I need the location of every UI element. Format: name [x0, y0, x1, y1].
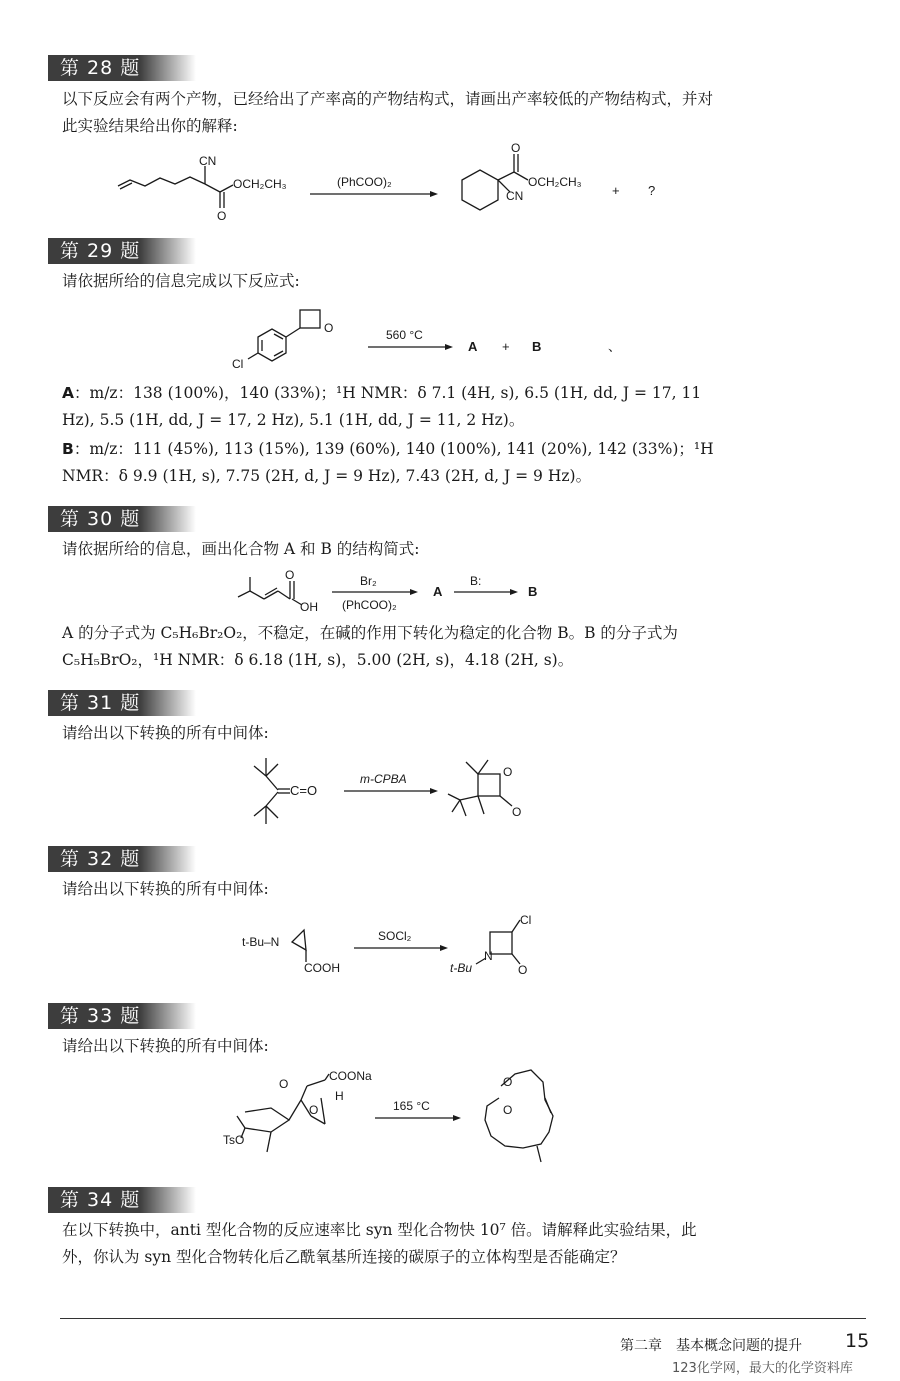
q30-base: B: — [470, 574, 482, 588]
q30-oh: OH — [300, 600, 318, 614]
q29-product-b: B — [532, 339, 542, 354]
question-30-label: 第 30 题 — [60, 508, 141, 530]
question-30-scheme — [230, 565, 560, 620]
q29-data-b-text: ：m/z：111 (45%), 113 (15%), 139 (60%), 140 (100%), 141 (20%), 142 (33%)；¹H NMR：δ 9.9 (1H, s), 7.75 (2H, d, J = 9 Hz), 7.43 (2H, d, J = 9 Hz)。 — [62, 440, 714, 485]
q32-n: N — [484, 949, 493, 963]
q29-data-a-label: A — [62, 384, 74, 402]
q32-tbu: t-Bu — [450, 961, 473, 975]
question-31-scheme — [240, 752, 540, 832]
question-28-scheme — [100, 141, 680, 228]
question-29-label: 第 29 题 — [60, 240, 141, 262]
q29-data-a-text: ：m/z：138 (100%)，140 (33%)；¹H NMR：δ 7.1 (4H, s), 6.5 (1H, dd, J = 17, 11 Hz), 5.5 (1H, dd, J = 17, 2 Hz), 5.1 (1H, dd, J = 11, 2 Hz)。 — [62, 384, 702, 429]
q28-product-ester: OCH₂CH₃ — [528, 175, 582, 189]
q31-o-ring: O — [503, 765, 513, 779]
question-28-text: 以下反应会有两个产物，已经给出了产率高的产物结构式，请画出产率较低的产物结构式，并对此实验结果给出你的解释: — [62, 90, 714, 135]
q33-reagent: 165 °C — [393, 1099, 430, 1113]
q33-h: H — [335, 1089, 344, 1103]
q32-tbu-n: t-Bu–N — [242, 935, 280, 949]
q33-p-o2: O — [503, 1103, 513, 1117]
q28-reactant-ester: OCH₂CH₃ — [233, 177, 287, 191]
q28-reagent: (PhCOO)₂ — [337, 175, 392, 189]
q29-mark: 、 — [608, 339, 622, 354]
q33-o2: O — [309, 1103, 319, 1117]
question-32-text: 请给出以下转换的所有中间体: — [62, 880, 269, 898]
q33-o1: O — [279, 1077, 289, 1091]
chapter-title: 第二章 基本概念问题的提升 — [620, 1338, 802, 1354]
question-34-text: 在以下转换中，anti 型化合物的反应速率比 syn 型化合物快 10⁷ 倍。请解释此实验结果，此外，你认为 syn 型化合物转化后乙酰氧基所连接的碳原子的立体构型是否能确定？ — [62, 1221, 697, 1266]
question-29-data-a — [62, 380, 722, 434]
question-33-label: 第 33 题 — [60, 1005, 141, 1027]
q32-cooh: COOH — [304, 961, 340, 975]
q28-product-o: O — [511, 141, 521, 155]
q30-reagent-top: Br₂ — [360, 574, 377, 588]
question-28-label: 第 28 题 — [60, 57, 141, 79]
question-29-header — [48, 238, 196, 264]
q29-product-a: A — [468, 339, 478, 354]
q30-o: O — [285, 568, 295, 582]
question-29-text: 请依据所给的信息完成以下反应式: — [62, 272, 300, 290]
question-30-header — [48, 506, 196, 532]
footer-rule — [60, 1318, 866, 1319]
q29-cl: Cl — [232, 357, 244, 371]
question-28-header — [48, 55, 196, 81]
q31-ketene: C=O — [290, 783, 318, 798]
q29-plus: + — [502, 339, 510, 354]
q31-reagent: m-CPBA — [360, 772, 407, 786]
question-34-label: 第 34 题 — [60, 1189, 141, 1211]
q33-coona: COONa — [329, 1069, 372, 1083]
q33-tso: TsO — [223, 1133, 245, 1147]
question-34-header — [48, 1187, 196, 1213]
watermark: 123化学网，最大的化学资料库 — [672, 1361, 853, 1376]
q30-reagent-bottom: (PhCOO)₂ — [342, 598, 397, 612]
question-31-label: 第 31 题 — [60, 692, 141, 714]
question-32-label: 第 32 题 — [60, 848, 141, 870]
q28-reactant-o: O — [217, 209, 227, 223]
q29-reagent: 560 °C — [386, 328, 423, 342]
question-31-header — [48, 690, 196, 716]
question-32-header — [48, 846, 196, 872]
question-29-data-b — [62, 436, 722, 490]
q30-a: A — [433, 584, 443, 599]
q28-plus: + — [612, 183, 620, 198]
page-number: 15 — [845, 1330, 870, 1352]
q32-reagent: SOCl₂ — [378, 929, 412, 943]
question-30-info: A 的分子式为 C₅H₆Br₂O₂，不稳定，在碱的作用下转化为稳定的化合物 B。B 的分子式为 C₅H₅BrO₂，¹H NMR：δ 6.18 (1H, s)，5.00 (2H, s)，4.18 (2H, s)。 — [62, 624, 678, 669]
question-30-text: 请依据所给的信息，画出化合物 A 和 B 的结构简式: — [62, 540, 420, 558]
q28-product-cn: CN — [506, 189, 524, 203]
question-33-scheme — [215, 1066, 575, 1176]
q32-o: O — [518, 963, 528, 977]
q31-o-carbonyl: O — [512, 805, 522, 819]
q33-p-o1: O — [503, 1075, 513, 1089]
question-32-scheme — [240, 910, 550, 980]
q28-unknown: ? — [648, 183, 656, 198]
question-29-scheme — [220, 302, 640, 377]
q30-b: B — [528, 584, 538, 599]
q28-reactant-cn: CN — [199, 154, 217, 168]
question-33-text: 请给出以下转换的所有中间体: — [62, 1037, 269, 1055]
q29-data-b-label: B — [62, 440, 74, 458]
q32-cl: Cl — [520, 913, 532, 927]
q29-o: O — [324, 321, 334, 335]
question-31-text: 请给出以下转换的所有中间体: — [62, 724, 269, 742]
question-33-header — [48, 1003, 196, 1029]
